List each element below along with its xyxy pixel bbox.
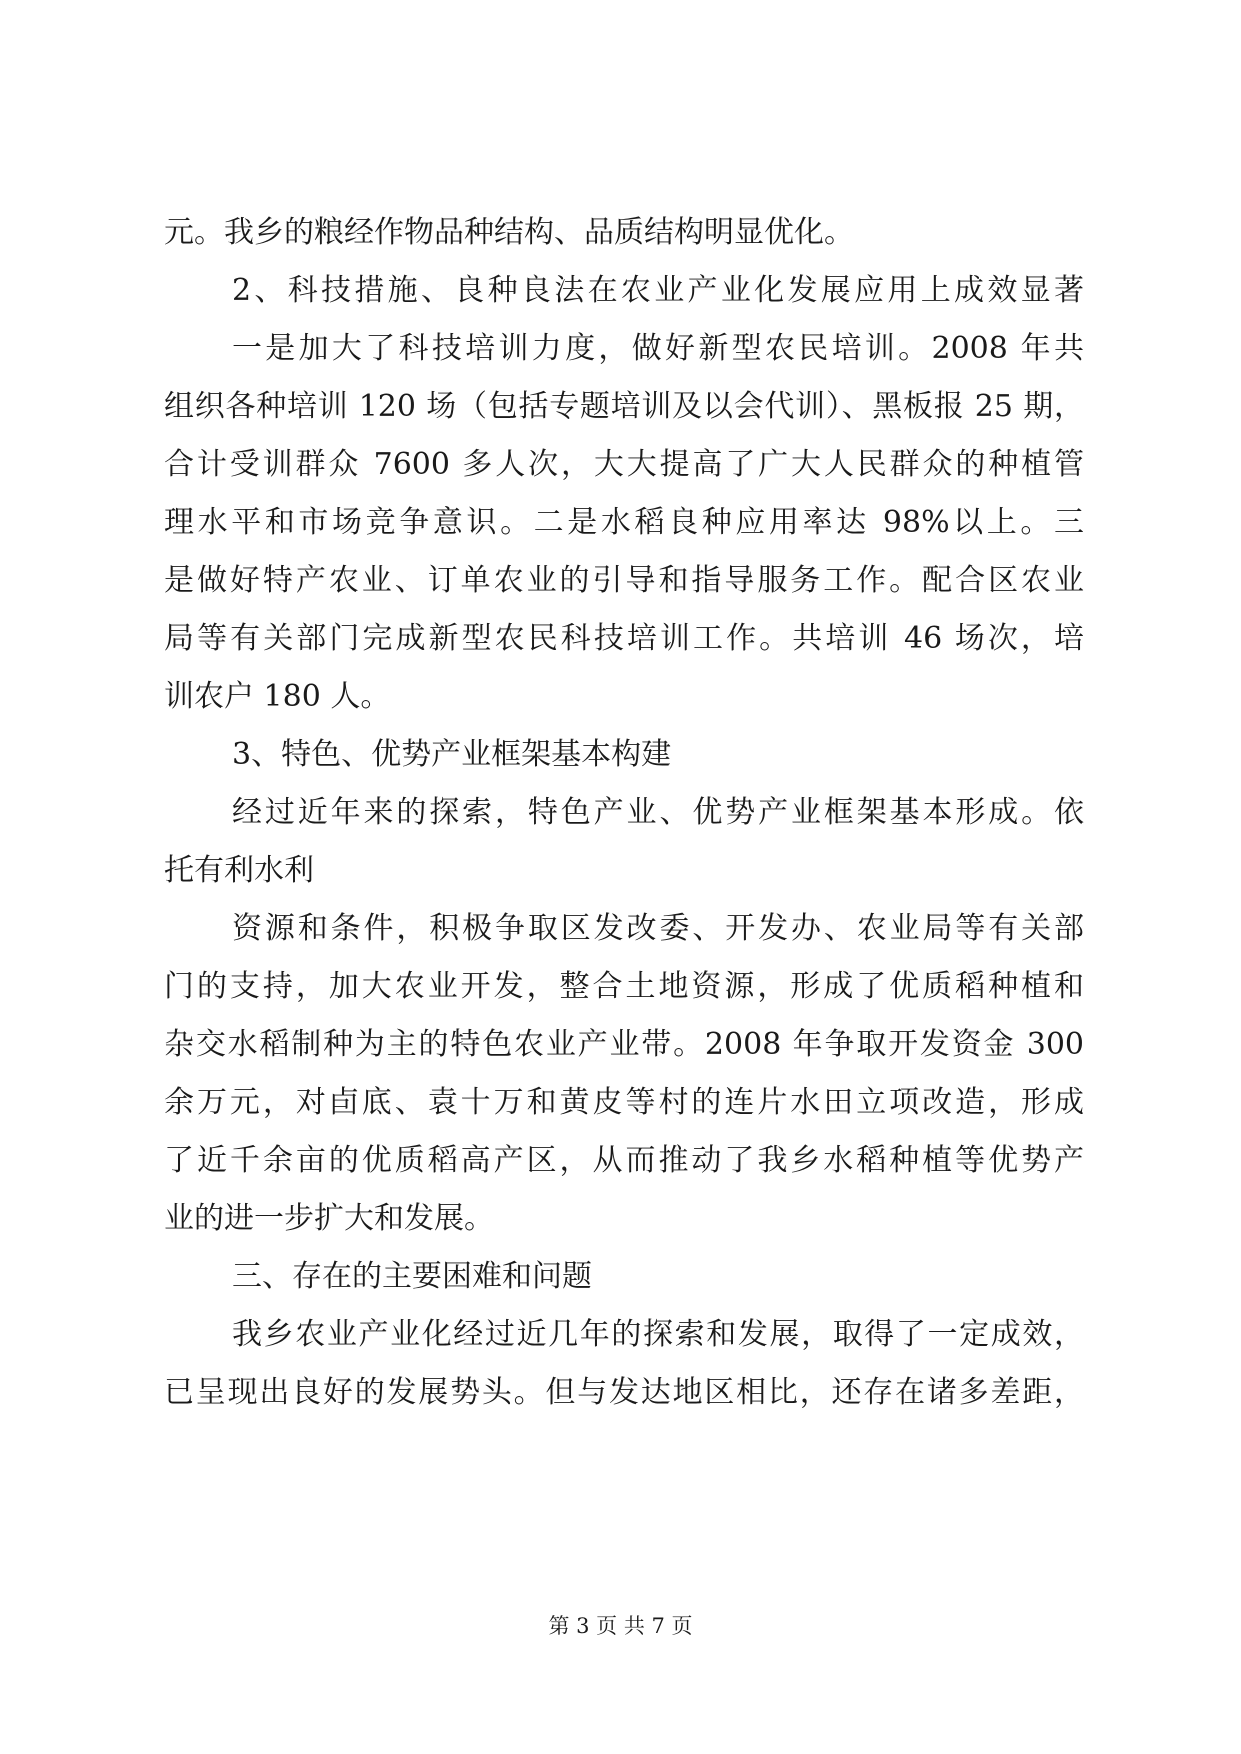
paragraph-line-20: 我乡农业产业化经过近几年的探索和发展，取得了一定成效， (232, 1317, 1084, 1352)
paragraph-line-17: 了近千余亩的优质稻高产区，从而推动了我乡水稻种植等优势产 (164, 1143, 1084, 1178)
paragraph-line-9: 训农户 180 人。 (164, 679, 391, 714)
paragraph-line-4: 组织各种培训 120 场（包括专题培训及以会代训）、黑板报 25 期， (164, 389, 1084, 424)
paragraph-line-5: 合计受训群众 7600 多人次，大大提高了广大人民群众的种植管 (164, 447, 1084, 482)
section-heading-3: 3、特色、优势产业框架基本构建 (232, 737, 672, 772)
paragraph-line-21: 已呈现出良好的发展势头。但与发达地区相比，还存在诸多差距， (164, 1375, 1084, 1410)
paragraph-line-1: 元。我乡的粮经作物品种结构、品质结构明显优化。 (164, 215, 854, 250)
paragraph-line-7: 是做好特产农业、订单农业的引导和指导服务工作。配合区农业 (164, 563, 1084, 598)
page-footer: 第 3 页 共 7 页 (548, 1614, 693, 1638)
paragraph-line-8: 局等有关部门完成新型农民科技培训工作。共培训 46 场次，培 (164, 621, 1084, 656)
section-heading-2: 2、科技措施、良种良法在农业产业化发展应用上成效显著 (232, 273, 1084, 308)
section-heading-three: 三、存在的主要困难和问题 (232, 1259, 592, 1294)
paragraph-line-14: 门的支持，加大农业开发，整合土地资源，形成了优质稻种植和 (164, 969, 1084, 1004)
paragraph-line-12: 托有利水利 (164, 853, 314, 888)
paragraph-line-18: 业的进一步扩大和发展。 (164, 1201, 494, 1236)
paragraph-line-15: 杂交水稻制种为主的特色农业产业带。2008 年争取开发资金 300 (164, 1027, 1084, 1062)
paragraph-line-16: 余万元，对卣底、袁十万和黄皮等村的连片水田立项改造，形成 (164, 1085, 1084, 1120)
paragraph-line-11: 经过近年来的探索，特色产业、优势产业框架基本形成。依 (232, 795, 1084, 830)
paragraph-line-3: 一是加大了科技培训力度，做好新型农民培训。2008 年共 (232, 331, 1084, 366)
paragraph-line-13: 资源和条件，积极争取区发改委、开发办、农业局等有关部 (232, 911, 1084, 946)
paragraph-line-6: 理水平和市场竞争意识。二是水稻良种应用率达 98%以上。三 (164, 505, 1084, 540)
